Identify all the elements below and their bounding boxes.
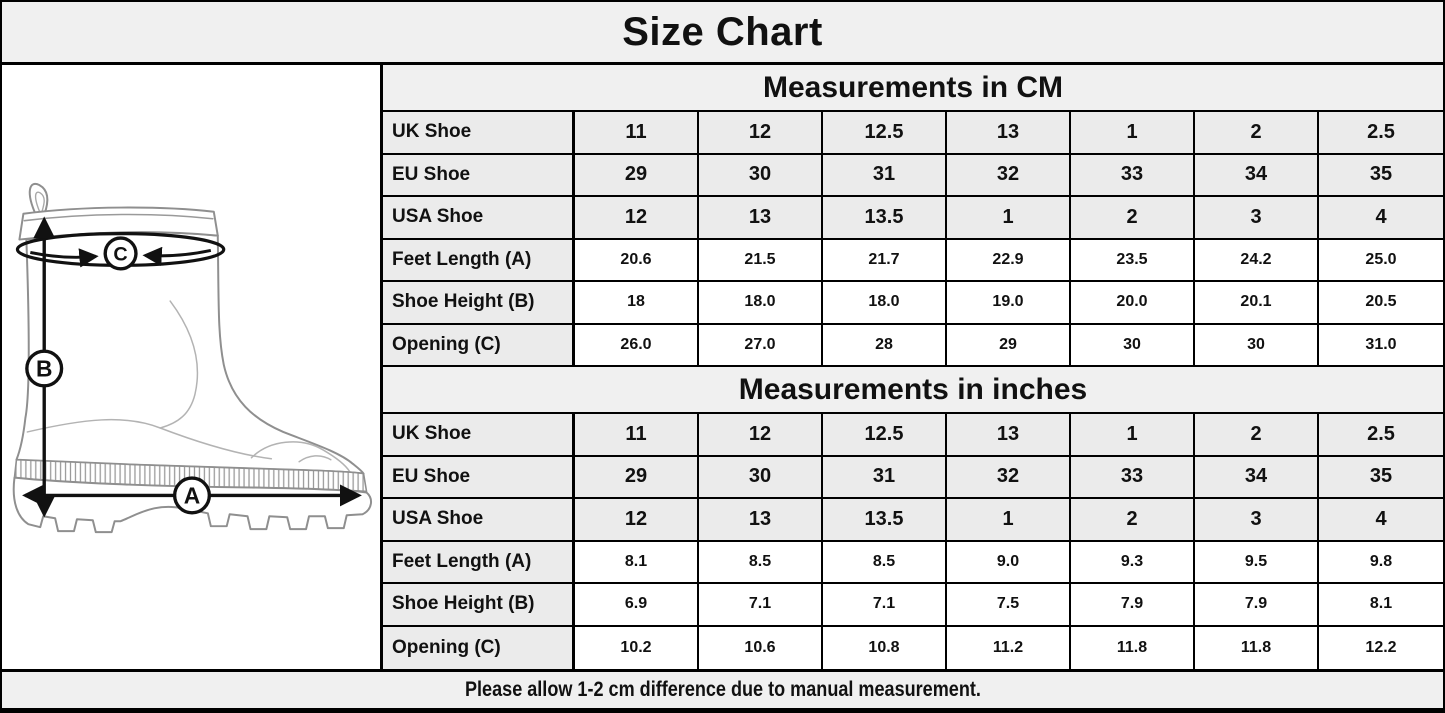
value-cell: 30 bbox=[699, 155, 823, 198]
value-cell: 18.0 bbox=[823, 282, 947, 325]
row-label-cell: UK Shoe bbox=[383, 414, 575, 457]
value-cell: 13.5 bbox=[823, 499, 947, 542]
value-cell: 27.0 bbox=[699, 325, 823, 368]
value-cell: 20.1 bbox=[1195, 282, 1319, 325]
value-cell: 12 bbox=[575, 499, 699, 542]
value-cell: 20.0 bbox=[1071, 282, 1195, 325]
value-cell: 21.7 bbox=[823, 240, 947, 283]
value-cell: 1 bbox=[1071, 112, 1195, 155]
row-label-cell: Opening (C) bbox=[383, 325, 575, 368]
value-cell: 34 bbox=[1195, 155, 1319, 198]
value-cell: 2.5 bbox=[1319, 414, 1443, 457]
table-row bbox=[383, 112, 1443, 155]
value-cell: 7.9 bbox=[1195, 584, 1319, 627]
value-cell: 20.5 bbox=[1319, 282, 1443, 325]
value-cell: 35 bbox=[1319, 457, 1443, 500]
value-cell: 34 bbox=[1195, 457, 1319, 500]
value-cell: 13 bbox=[699, 499, 823, 542]
value-cell: 9.5 bbox=[1195, 542, 1319, 585]
marker-c-label: C bbox=[113, 243, 128, 266]
title-bar bbox=[2, 2, 1443, 65]
value-cell: 31 bbox=[823, 155, 947, 198]
value-cell: 7.1 bbox=[699, 584, 823, 627]
value-cell: 30 bbox=[1195, 325, 1319, 368]
value-cell: 1 bbox=[947, 499, 1071, 542]
value-cell: 2 bbox=[1195, 112, 1319, 155]
value-cell: 8.1 bbox=[1319, 584, 1443, 627]
table-section-header: Measurements in CM bbox=[383, 65, 1443, 112]
table-row bbox=[383, 197, 1443, 240]
row-label-cell: USA Shoe bbox=[383, 197, 575, 240]
row-label-cell: Shoe Height (B) bbox=[383, 584, 575, 627]
value-cell: 9.8 bbox=[1319, 542, 1443, 585]
value-cell: 11.8 bbox=[1195, 627, 1319, 670]
table-row bbox=[383, 240, 1443, 283]
footer-note: Please allow 1-2 cm difference due to manual measurement. bbox=[464, 678, 981, 701]
row-label-cell: EU Shoe bbox=[383, 457, 575, 500]
value-cell: 2 bbox=[1071, 499, 1195, 542]
value-cell: 12.5 bbox=[823, 414, 947, 457]
value-cell: 12 bbox=[575, 197, 699, 240]
table-row bbox=[383, 414, 1443, 457]
table-row bbox=[383, 325, 1443, 368]
footer-note-bar bbox=[2, 669, 1443, 708]
value-cell: 18.0 bbox=[699, 282, 823, 325]
value-cell: 8.5 bbox=[699, 542, 823, 585]
marker-a-label: A bbox=[183, 482, 201, 509]
row-label-cell: UK Shoe bbox=[383, 112, 575, 155]
value-cell: 12 bbox=[699, 112, 823, 155]
value-cell: 7.5 bbox=[947, 584, 1071, 627]
table-row bbox=[383, 457, 1443, 500]
table-row bbox=[383, 282, 1443, 325]
value-cell: 9.3 bbox=[1071, 542, 1195, 585]
value-cell: 1 bbox=[947, 197, 1071, 240]
value-cell: 2 bbox=[1071, 197, 1195, 240]
value-cell: 6.9 bbox=[575, 584, 699, 627]
value-cell: 4 bbox=[1319, 197, 1443, 240]
value-cell: 4 bbox=[1319, 499, 1443, 542]
value-cell: 7.9 bbox=[1071, 584, 1195, 627]
value-cell: 28 bbox=[823, 325, 947, 368]
value-cell: 22.9 bbox=[947, 240, 1071, 283]
value-cell: 8.5 bbox=[823, 542, 947, 585]
value-cell: 3 bbox=[1195, 197, 1319, 240]
value-cell: 2 bbox=[1195, 414, 1319, 457]
value-cell: 2.5 bbox=[1319, 112, 1443, 155]
marker-b-label: B bbox=[35, 355, 53, 382]
value-cell: 32 bbox=[947, 457, 1071, 500]
value-cell: 7.1 bbox=[823, 584, 947, 627]
value-cell: 12 bbox=[699, 414, 823, 457]
row-label-cell: EU Shoe bbox=[383, 155, 575, 198]
boot-diagram-panel bbox=[2, 65, 380, 669]
value-cell: 11.8 bbox=[1071, 627, 1195, 670]
boot-upper bbox=[16, 232, 363, 473]
value-cell: 32 bbox=[947, 155, 1071, 198]
value-cell: 24.2 bbox=[1195, 240, 1319, 283]
value-cell: 13 bbox=[947, 414, 1071, 457]
value-cell: 33 bbox=[1071, 457, 1195, 500]
value-cell: 11 bbox=[575, 112, 699, 155]
value-cell: 9.0 bbox=[947, 542, 1071, 585]
value-cell: 35 bbox=[1319, 155, 1443, 198]
value-cell: 11 bbox=[575, 414, 699, 457]
content-area bbox=[2, 65, 1443, 669]
value-cell: 12.2 bbox=[1319, 627, 1443, 670]
value-cell: 29 bbox=[575, 155, 699, 198]
value-cell: 11.2 bbox=[947, 627, 1071, 670]
value-cell: 23.5 bbox=[1071, 240, 1195, 283]
value-cell: 30 bbox=[699, 457, 823, 500]
value-cell: 3 bbox=[1195, 499, 1319, 542]
value-cell: 10.6 bbox=[699, 627, 823, 670]
value-cell: 31 bbox=[823, 457, 947, 500]
page-title: Size Chart bbox=[622, 9, 823, 54]
value-cell: 10.8 bbox=[823, 627, 947, 670]
value-cell: 18 bbox=[575, 282, 699, 325]
value-cell: 29 bbox=[575, 457, 699, 500]
table-section-header: Measurements in inches bbox=[383, 367, 1443, 414]
value-cell: 33 bbox=[1071, 155, 1195, 198]
value-cell: 13.5 bbox=[823, 197, 947, 240]
row-label-cell: Feet Length (A) bbox=[383, 240, 575, 283]
value-cell: 1 bbox=[1071, 414, 1195, 457]
measurement-tables bbox=[380, 65, 1443, 669]
boot-diagram bbox=[2, 65, 380, 669]
value-cell: 10.2 bbox=[575, 627, 699, 670]
table-row bbox=[383, 542, 1443, 585]
table-row bbox=[383, 499, 1443, 542]
table-row bbox=[383, 155, 1443, 198]
value-cell: 20.6 bbox=[575, 240, 699, 283]
row-label-cell: Opening (C) bbox=[383, 627, 575, 670]
row-label-cell: Shoe Height (B) bbox=[383, 282, 575, 325]
value-cell: 21.5 bbox=[699, 240, 823, 283]
value-cell: 13 bbox=[699, 197, 823, 240]
value-cell: 25.0 bbox=[1319, 240, 1443, 283]
value-cell: 19.0 bbox=[947, 282, 1071, 325]
value-cell: 12.5 bbox=[823, 112, 947, 155]
table-row bbox=[383, 584, 1443, 627]
value-cell: 13 bbox=[947, 112, 1071, 155]
value-cell: 8.1 bbox=[575, 542, 699, 585]
value-cell: 26.0 bbox=[575, 325, 699, 368]
value-cell: 30 bbox=[1071, 325, 1195, 368]
value-cell: 31.0 bbox=[1319, 325, 1443, 368]
table-row bbox=[383, 627, 1443, 670]
value-cell: 29 bbox=[947, 325, 1071, 368]
row-label-cell: USA Shoe bbox=[383, 499, 575, 542]
row-label-cell: Feet Length (A) bbox=[383, 542, 575, 585]
